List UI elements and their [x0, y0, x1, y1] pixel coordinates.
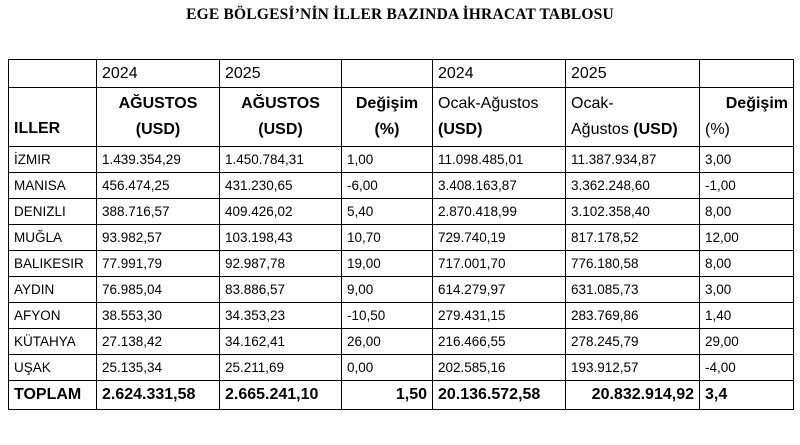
table-cell-ytd-2025: 3.362.248,60 [566, 173, 700, 199]
column-header-row [9, 88, 794, 147]
table-row [9, 251, 794, 277]
header-unit-line: (USD) [438, 121, 483, 138]
total-ytd-2025: 20.832.914,92 [566, 381, 700, 410]
export-table [8, 59, 794, 410]
table-cell-aug-2024: 93.982,57 [97, 225, 220, 251]
total-change-aug: 1,50 [342, 381, 433, 410]
table-cell-ytd-2024: 729.740,19 [433, 225, 566, 251]
header-blank-cell [9, 60, 97, 88]
header-label-line: AĞUSTOS [118, 95, 198, 112]
header-blank-cell [342, 60, 433, 88]
table-cell-change-ytd: 3,00 [700, 147, 794, 173]
table-cell-ytd-2025: 3.102.358,40 [566, 199, 700, 225]
table-cell-ytd-2025: 817.178,52 [566, 225, 700, 251]
table-cell-ytd-2025: 278.245,79 [566, 329, 700, 355]
table-cell-change-ytd: -1,00 [700, 173, 794, 199]
table-cell-ytd-2024: 3.408.163,87 [433, 173, 566, 199]
table-cell-change-aug: 10,70 [342, 225, 433, 251]
table-cell-aug-2024: 27.138,42 [97, 329, 220, 355]
header-year-2025-aug: 2025 [220, 60, 342, 88]
header-ocak-agustos-2024 [433, 88, 566, 147]
table-cell-ytd-2024: 11.098.485,01 [433, 147, 566, 173]
table-cell-aug-2025: 103.198,43 [220, 225, 342, 251]
table-cell-aug-2025: 409.426,02 [220, 199, 342, 225]
table-cell-ytd-2024: 216.466,55 [433, 329, 566, 355]
table-row [9, 277, 794, 303]
header-label-line: Değişim [725, 95, 788, 112]
table-cell-change-aug: 1,00 [342, 147, 433, 173]
table-row [9, 355, 794, 381]
header-degisim-ytd [700, 88, 794, 147]
header-label-line: AĞUSTOS [241, 95, 320, 112]
table-cell-change-aug: -6,00 [342, 173, 433, 199]
table-row [9, 225, 794, 251]
table-cell-ytd-2025: 631.085,73 [566, 277, 700, 303]
table-cell-il: İZMIR [9, 147, 97, 173]
table-cell-ytd-2024: 279.431,15 [433, 303, 566, 329]
table-row [9, 173, 794, 199]
table-cell-change-aug: -10,50 [342, 303, 433, 329]
table-cell-change-ytd: 12,00 [700, 225, 794, 251]
table-cell-ytd-2025: 283.769,86 [566, 303, 700, 329]
total-row [9, 381, 794, 410]
table-cell-change-aug: 5,40 [342, 199, 433, 225]
table-row [9, 329, 794, 355]
table-cell-aug-2024: 38.553,30 [97, 303, 220, 329]
table-cell-ytd-2024: 202.585,16 [433, 355, 566, 381]
total-change-ytd: 3,4 [700, 381, 794, 410]
total-ytd-2024: 20.136.572,58 [433, 381, 566, 410]
table-cell-il: AFYON [9, 303, 97, 329]
table-cell-il: KÜTAHYA [9, 329, 97, 355]
table-cell-ytd-2024: 614.279,97 [433, 277, 566, 303]
table-cell-ytd-2025: 11.387.934,87 [566, 147, 700, 173]
table-cell-aug-2024: 77.991,79 [97, 251, 220, 277]
header-unit-line: (%) [374, 121, 400, 138]
table-cell-change-ytd: 8,00 [700, 251, 794, 277]
table-cell-il: DENIZLI [9, 199, 97, 225]
table-cell-il: MANISA [9, 173, 97, 199]
header-unit-part: (USD) [633, 121, 678, 138]
header-label-part: Ağustos [571, 121, 634, 138]
header-iller: ILLER [9, 88, 97, 147]
table-row [9, 303, 794, 329]
table-cell-aug-2024: 456.474,25 [97, 173, 220, 199]
header-unit-line: (USD) [258, 121, 303, 138]
table-cell-ytd-2024: 717.001,70 [433, 251, 566, 277]
header-label-line: Ocak-Ağustos [438, 95, 539, 112]
table-cell-aug-2025: 34.162,41 [220, 329, 342, 355]
table-cell-aug-2024: 76.985,04 [97, 277, 220, 303]
table-cell-aug-2025: 92.987,78 [220, 251, 342, 277]
table-cell-aug-2025: 34.353,23 [220, 303, 342, 329]
header-label-line: Değişim [355, 95, 419, 112]
header-unit-line: (USD) [135, 121, 181, 138]
total-aug-2024: 2.624.331,58 [97, 381, 220, 410]
header-label-line [571, 117, 694, 143]
table-cell-ytd-2025: 776.180,58 [566, 251, 700, 277]
year-header-row [9, 60, 794, 88]
header-unit-line: (%) [705, 121, 730, 138]
header-ocak-agustos-2025 [566, 88, 700, 147]
table-cell-aug-2024: 25.135,34 [97, 355, 220, 381]
table-cell-change-ytd: 3,00 [700, 277, 794, 303]
table-cell-ytd-2025: 193.912,57 [566, 355, 700, 381]
table-cell-aug-2025: 431.230,65 [220, 173, 342, 199]
table-cell-change-ytd: 29,00 [700, 329, 794, 355]
table-cell-change-aug: 9,00 [342, 277, 433, 303]
table-cell-il: BALIKESIR [9, 251, 97, 277]
table-cell-change-ytd: -4,00 [700, 355, 794, 381]
table-cell-change-ytd: 8,00 [700, 199, 794, 225]
header-year-2024-ytd: 2024 [433, 60, 566, 88]
page-title: EGE BÖLGESİ’NİN İLLER BAZINDA İHRACAT TABLOSU [186, 6, 614, 23]
header-year-2025-ytd: 2025 [566, 60, 700, 88]
table-cell-change-aug: 0,00 [342, 355, 433, 381]
table-cell-aug-2025: 83.886,57 [220, 277, 342, 303]
header-agustos-2025 [220, 88, 342, 147]
total-label: TOPLAM [9, 381, 97, 410]
table-cell-aug-2024: 1.439.354,29 [97, 147, 220, 173]
total-aug-2025: 2.665.241,10 [220, 381, 342, 410]
table-cell-aug-2025: 1.450.784,31 [220, 147, 342, 173]
header-degisim-aug [342, 88, 433, 147]
header-agustos-2024 [97, 88, 220, 147]
table-cell-aug-2025: 25.211,69 [220, 355, 342, 381]
table-row [9, 199, 794, 225]
header-blank-cell [700, 60, 794, 88]
table-row [9, 147, 794, 173]
table-cell-change-aug: 19,00 [342, 251, 433, 277]
table-cell-il: MUĞLA [9, 225, 97, 251]
table-cell-change-ytd: 1,40 [700, 303, 794, 329]
table-cell-il: UŞAK [9, 355, 97, 381]
table-cell-il: AYDIN [9, 277, 97, 303]
header-year-2024-aug: 2024 [97, 60, 220, 88]
data-rows [9, 147, 794, 381]
table-cell-ytd-2024: 2.870.418,99 [433, 199, 566, 225]
table-cell-aug-2024: 388.716,57 [97, 199, 220, 225]
table-cell-change-aug: 26,00 [342, 329, 433, 355]
header-label-line: Ocak- [571, 95, 614, 112]
